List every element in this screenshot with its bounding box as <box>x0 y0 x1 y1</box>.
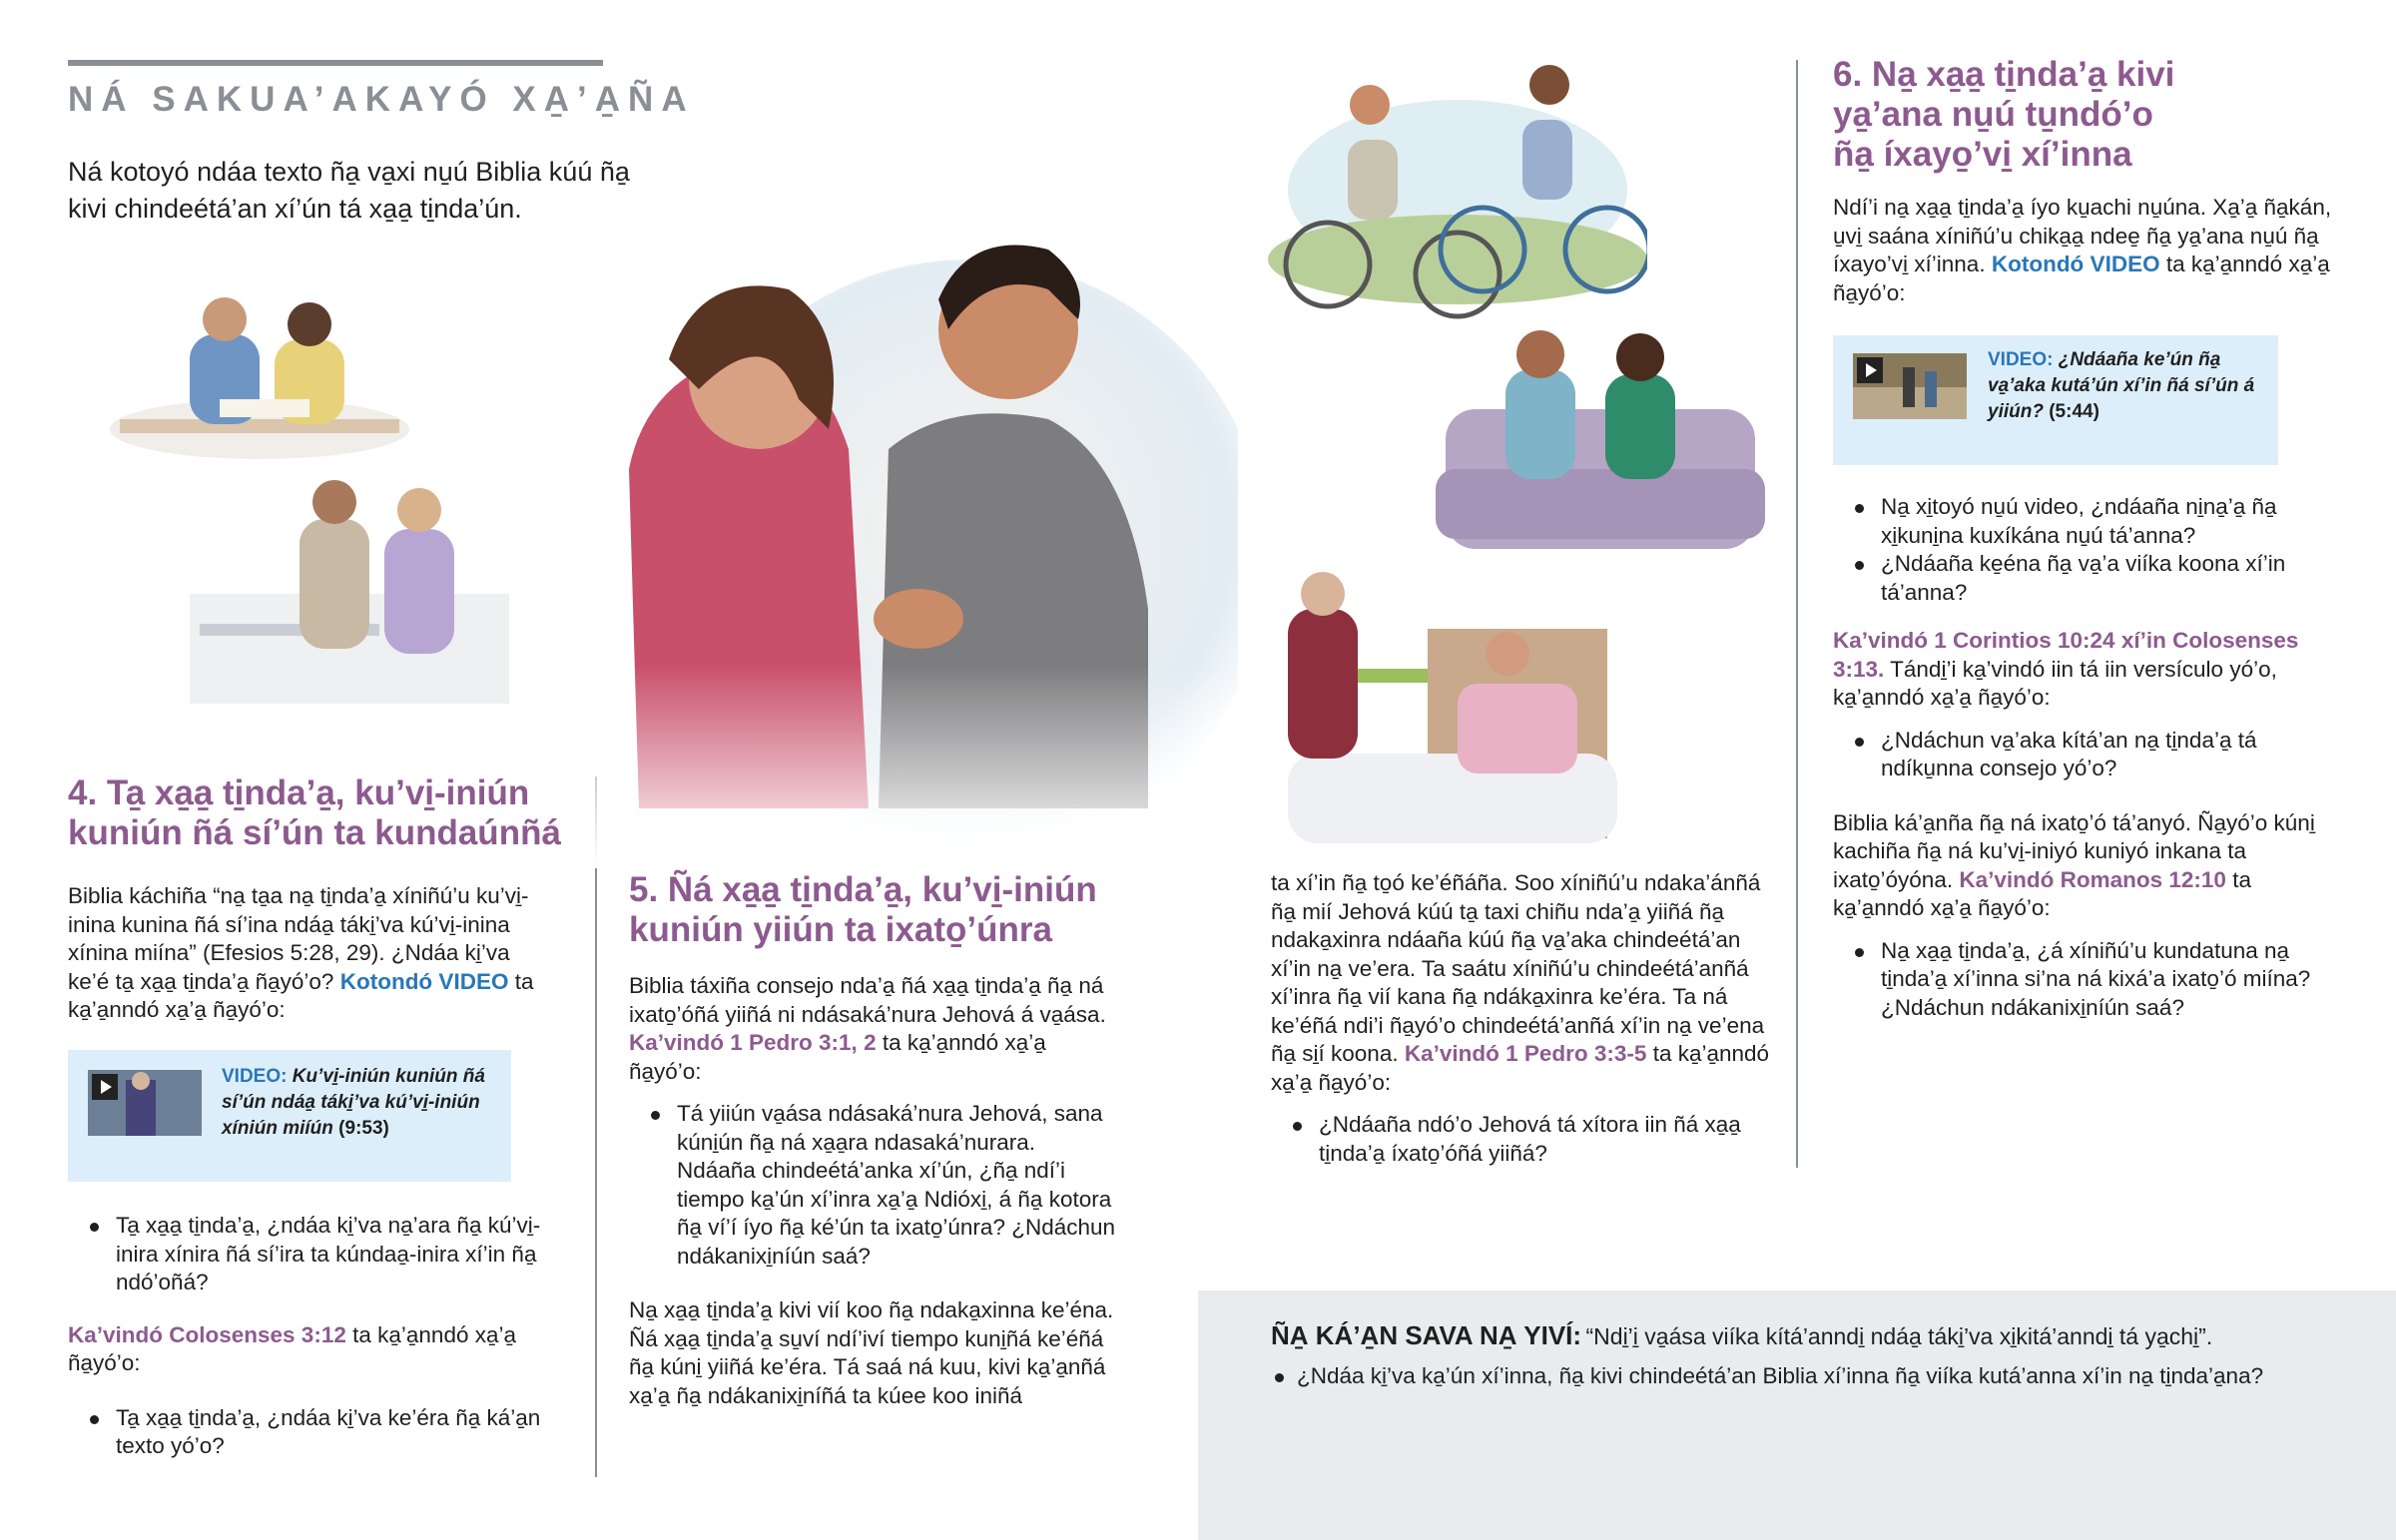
section-4-video-thumbnail[interactable] <box>88 1070 202 1136</box>
video-title: ¿Ndáaña ke’ún ña̱ va̱’aka kutá’ún xí’in ñá sí’ún á yiiún? <box>1988 349 2255 422</box>
section-4-heading <box>68 773 627 853</box>
play-icon[interactable] <box>92 1074 118 1100</box>
section-6-video-label <box>1988 347 2257 425</box>
scripture-reference[interactable]: Ka’vindó 1 Pedro 3:1, 2 <box>629 1030 877 1055</box>
section-4-heading-line1: 4. Ta̱ xa̱a̱ ti̱nda’a̱, ku’vi̱-iniún <box>68 773 530 812</box>
reference-prompt: ta ka̱’a̱nndó xa̱’a̱ ña̱yó’o: <box>1833 866 2251 920</box>
section-5-heading <box>629 870 1188 950</box>
man-serving-sick-wife-illustration <box>1268 534 1617 853</box>
scripture-reference[interactable]: Ka’vindó Colosenses 3:12 <box>68 1321 346 1347</box>
scripture-reference[interactable]: Ka’vindó 1 Corintios 10:24 xí’in Colosenses 3:13. <box>1833 628 2299 682</box>
reference-prompt: ta ka̱’a̱nndó xa̱’a̱ ña̱yó’o: <box>68 1321 516 1375</box>
column-divider <box>1796 60 1798 1168</box>
video-duration: (9:53) <box>338 1118 389 1139</box>
section-6-video-box[interactable] <box>1833 335 2278 465</box>
footer-title: ÑA̱ KÁ’A̱N SAVA NA̱ YIVÍ: <box>1271 1320 1582 1350</box>
section-6-paragraph: Ndí’i na̱ xa̱a̱ ti̱nda’a̱ íyo ku̱achi nu̱úna. Xa̱’a̱ ña̱kán, u̱vi̱ saána xíniñú’u chika̱a̱ ndee̱ ña̱ ya̱’ana nu̱ú ña̱ íxayo’vi̱ xí’inna. <box>1833 195 2332 276</box>
section-4-questions <box>68 1212 547 1487</box>
reference-prompt: ta ka̱’a̱nndó xa̱’a̱ ña̱yó’o: <box>629 1030 1046 1084</box>
scripture-reference[interactable]: Ka’vindó 1 Pedro 3:3-5 <box>1404 1041 1647 1066</box>
column-divider <box>595 776 597 1477</box>
section-6-video-thumbnail[interactable] <box>1853 353 1967 419</box>
section-6-heading-line2: ya̱’ana nu̱ú tu̱ndó’o <box>1833 95 2153 134</box>
couple-washing-dishes-illustration <box>180 474 519 714</box>
footer-quote-line <box>1271 1320 2369 1351</box>
section-4-body <box>68 882 537 1051</box>
question-item: ¿Ndáaña ke̱éna ña̱ va̱’a viíka koona xí’in tá’anna? <box>1833 550 2342 607</box>
question-item: Ta̱ xa̱a̱ ti̱nda’a̱, ¿ndáa ki̱’va na̱’ara ña̱ kú’vi̱-inira xínira ñá sí’ira ta kúndaa̱-inira xí’in ña̱ ndó’oñá? <box>68 1212 547 1297</box>
question-item: Na̱ xi̱toyó nu̱ú video, ¿ndáaña ni̱na̱’a̱ ña̱ xi̱kuni̱na kuxíkána nu̱ú tá’anna? <box>1833 493 2342 550</box>
section-5-paragraph-b: Na̱ xa̱a̱ ti̱nda’a̱ kivi vií koo ña̱ ndaka̱xinna ke’éna. Ñá xa̱a̱ ti̱nda’a̱ su̱ví ndí’iví tiempo kuni̱ñá ke’éñá ña̱ kúni̱ yiiñá ke’éra. Tá saá ná kuu, kivi ka̱’a̱nñá xa̱’a̱ ña̱ ndákanixi̱níñá ta kúee koo iniñá <box>629 1297 1114 1408</box>
section-6-video-link[interactable]: Kotondó VIDEO <box>1991 252 2160 276</box>
section-4-paragraph: Biblia káchiña “na̱ ta̱a na̱ ti̱nda’a̱ xíniñú’u ku’vi̱-inina kunina ñá sí’ina ndáa̱ táki̱’va kú’vi̱-inina xínina miína” (Efesios 5:28, 29). ¿Ndáa ki̱’va ke’é ta̱ xa̱a̱ ti̱nda’a̱ ña̱yó’o? <box>68 883 529 994</box>
section-rule <box>68 60 603 66</box>
section-6-body <box>1833 194 2332 333</box>
play-icon[interactable] <box>1857 357 1883 383</box>
reference-prompt: ta ka̱’a̱nndó xa̱’a̱ ña̱yó’o: <box>1271 1041 1770 1095</box>
section-4-video-label <box>222 1064 491 1142</box>
question-item: ¿Ndáaña ndó’o Jehová tá xítora iin ñá xa̱a̱ ti̱nda’a̱ íxato̱’óñá yiiñá? <box>1271 1111 1770 1168</box>
section-5-body <box>629 972 1118 1436</box>
footer-quote: “Ndi̱’i̱ va̱ása viíka kítá’anndi̱ ndáa̱ táki̱’va xi̱kitá’anndi̱ tá ya̱chi̱”. <box>1585 1323 2213 1349</box>
video-tag: VIDEO: <box>1988 349 2054 370</box>
section-6-heading-line1: 6. Na̱ xa̱a̱ ti̱nda’a̱ kivi <box>1833 55 2175 94</box>
section-5-heading-line1: 5. Ñá xa̱a̱ ti̱nda’a̱, ku’vi̱-iniún <box>629 870 1097 909</box>
section-5-paragraph: Biblia táxiña consejo nda’a̱ ñá xa̱a̱ ti̱nda’a̱ ña̱ ná ixato̱’óñá yiiñá ni ndásaká’nura Jehová á va̱ása. <box>629 973 1106 1027</box>
question-item: ¿Ndáchun va̱’aka kítá’an na̱ ti̱nda’a̱ tá ndíku̱nna consejo yó’o? <box>1833 727 2342 783</box>
section-5-continuation <box>1271 869 1770 1194</box>
question-item: Tá yiiún va̱ása ndásaká’nura Jehová, sana kúni̱ún ña̱ ná xa̱a̱ra ndasaká’nurara. Ndáaña chindeétá’anka xí’ún, ¿ña̱ ndí’i tiempo ka̱’ún xí’inra xa̱’a̱ Ndióxi̱, á ña̱ kotora ña̱ ví’í íyo ña̱ ké’ún ta ixato̱’únra? ¿Ndáchun ndákanixi̱níún saá? <box>629 1100 1118 1271</box>
couple-reading-bible-illustration <box>100 279 419 469</box>
section-5-heading-line2: kuniún yiiún ta ixato̱’únra <box>629 910 1052 949</box>
scripture-reference[interactable]: Ka’vindó Romanos 12:10 <box>1959 866 2226 892</box>
couple-holding-hands-illustration <box>589 190 1238 868</box>
section-4-heading-line2: kuniún ñá sí’ún ta kundaúnñá <box>68 813 561 852</box>
question-item: Ta̱ xa̱a̱ ti̱nda’a̱, ¿ndáa ki̱’va ke’éra ña̱ ká’a̱n texto yó’o? <box>68 1404 547 1461</box>
continuation-paragraph: ta xí’in ña̱ to̱ó ke’éñáña. Soo xíniñú’u ndaka’ánñá ña̱ mií Jehová kúú ta̱ taxi chiñu nda’a̱ yiiñá ña̱ ndaka̱xinra ndáaña kúú ña̱ va̱’aka chindeétá’an xí’in na̱ ve’era. Ta saátu xíniñú’u chindeétá’anñá xí’inra ña̱ vií kana ña̱ ndáka̱xinra ke’éra. Ta ná ke’éñá ndi’i ña̱yó’o chindeétá’anñá xí’in na̱ ve’ena ña̱ si̱í koona. <box>1271 870 1765 1066</box>
intro-text: Ná kotoyó ndáa texto ña̱ va̱xi nu̱ú Biblia kúú ña̱ kivi chindeétá’an xí’ún tá xa̱a̱ ti̱nda’ún. <box>68 157 630 224</box>
video-duration: (5:44) <box>2049 401 2099 422</box>
section-4-paragraph-end: ta ka̱’a̱nndó xa̱’a̱ ña̱yó’o: <box>68 968 534 1022</box>
section-4-video-box[interactable] <box>68 1050 511 1182</box>
video-tag: VIDEO: <box>222 1066 288 1087</box>
video-title: Ku’vi̱-iniún kuniún ñá sí’ún ndáa̱ táki̱’va kú’vi̱-iniún xíniún miíún <box>222 1066 485 1139</box>
section-6-paragraph-end: ta ka̱’a̱nndó xa̱’a̱ ña̱yó’o: <box>1833 252 2330 305</box>
question-item: Na̱ xa̱a̱ ti̱nda’a̱, ¿á xíniñú’u kundatuna na̱ ti̱nda’a̱ xí’inna si’na ná kixá’a ixato̱’ó miína? ¿Ndáchun ndákanixi̱níún saá? <box>1833 937 2342 1023</box>
couple-cycling-illustration <box>1258 60 1647 334</box>
section-6-heading-line3: ña̱ íxayo̱’vi̱ xí’inna <box>1833 135 2132 174</box>
section-6-questions <box>1833 493 2342 1048</box>
footer-question: ¿Ndáa ki̱’va ka̱’ún xí’inna, ña̱ kivi chindeétá’an Biblia xí’inna ña̱ viíka kutá’anna xí’in na̱ ti̱nda’a̱na? <box>1271 1362 2379 1391</box>
footer-box <box>1198 1290 2396 1540</box>
section-6-paragraph-b: Biblia ká’a̱nña ña̱ ná ixato̱’ó tá’anyó. Ña̱yó’o kúni̱ kachiña ña̱ ná ku’vi̱-iniyó kuniyó inkana ta ixato̱’óyóna. <box>1833 809 2315 892</box>
reference-prompt: Tándi̱’i ka̱’vindó iin tá iin versículo yó’o, ka̱’a̱nndó xa̱’a̱ ña̱yó’o: <box>1833 656 2277 710</box>
section-6-heading <box>1833 55 2372 175</box>
section-4-video-link[interactable]: Kotondó VIDEO <box>339 968 509 994</box>
section-kicker: NÁ SAKUA’AKAYÓ XA̱’A̱ÑA <box>68 80 695 119</box>
